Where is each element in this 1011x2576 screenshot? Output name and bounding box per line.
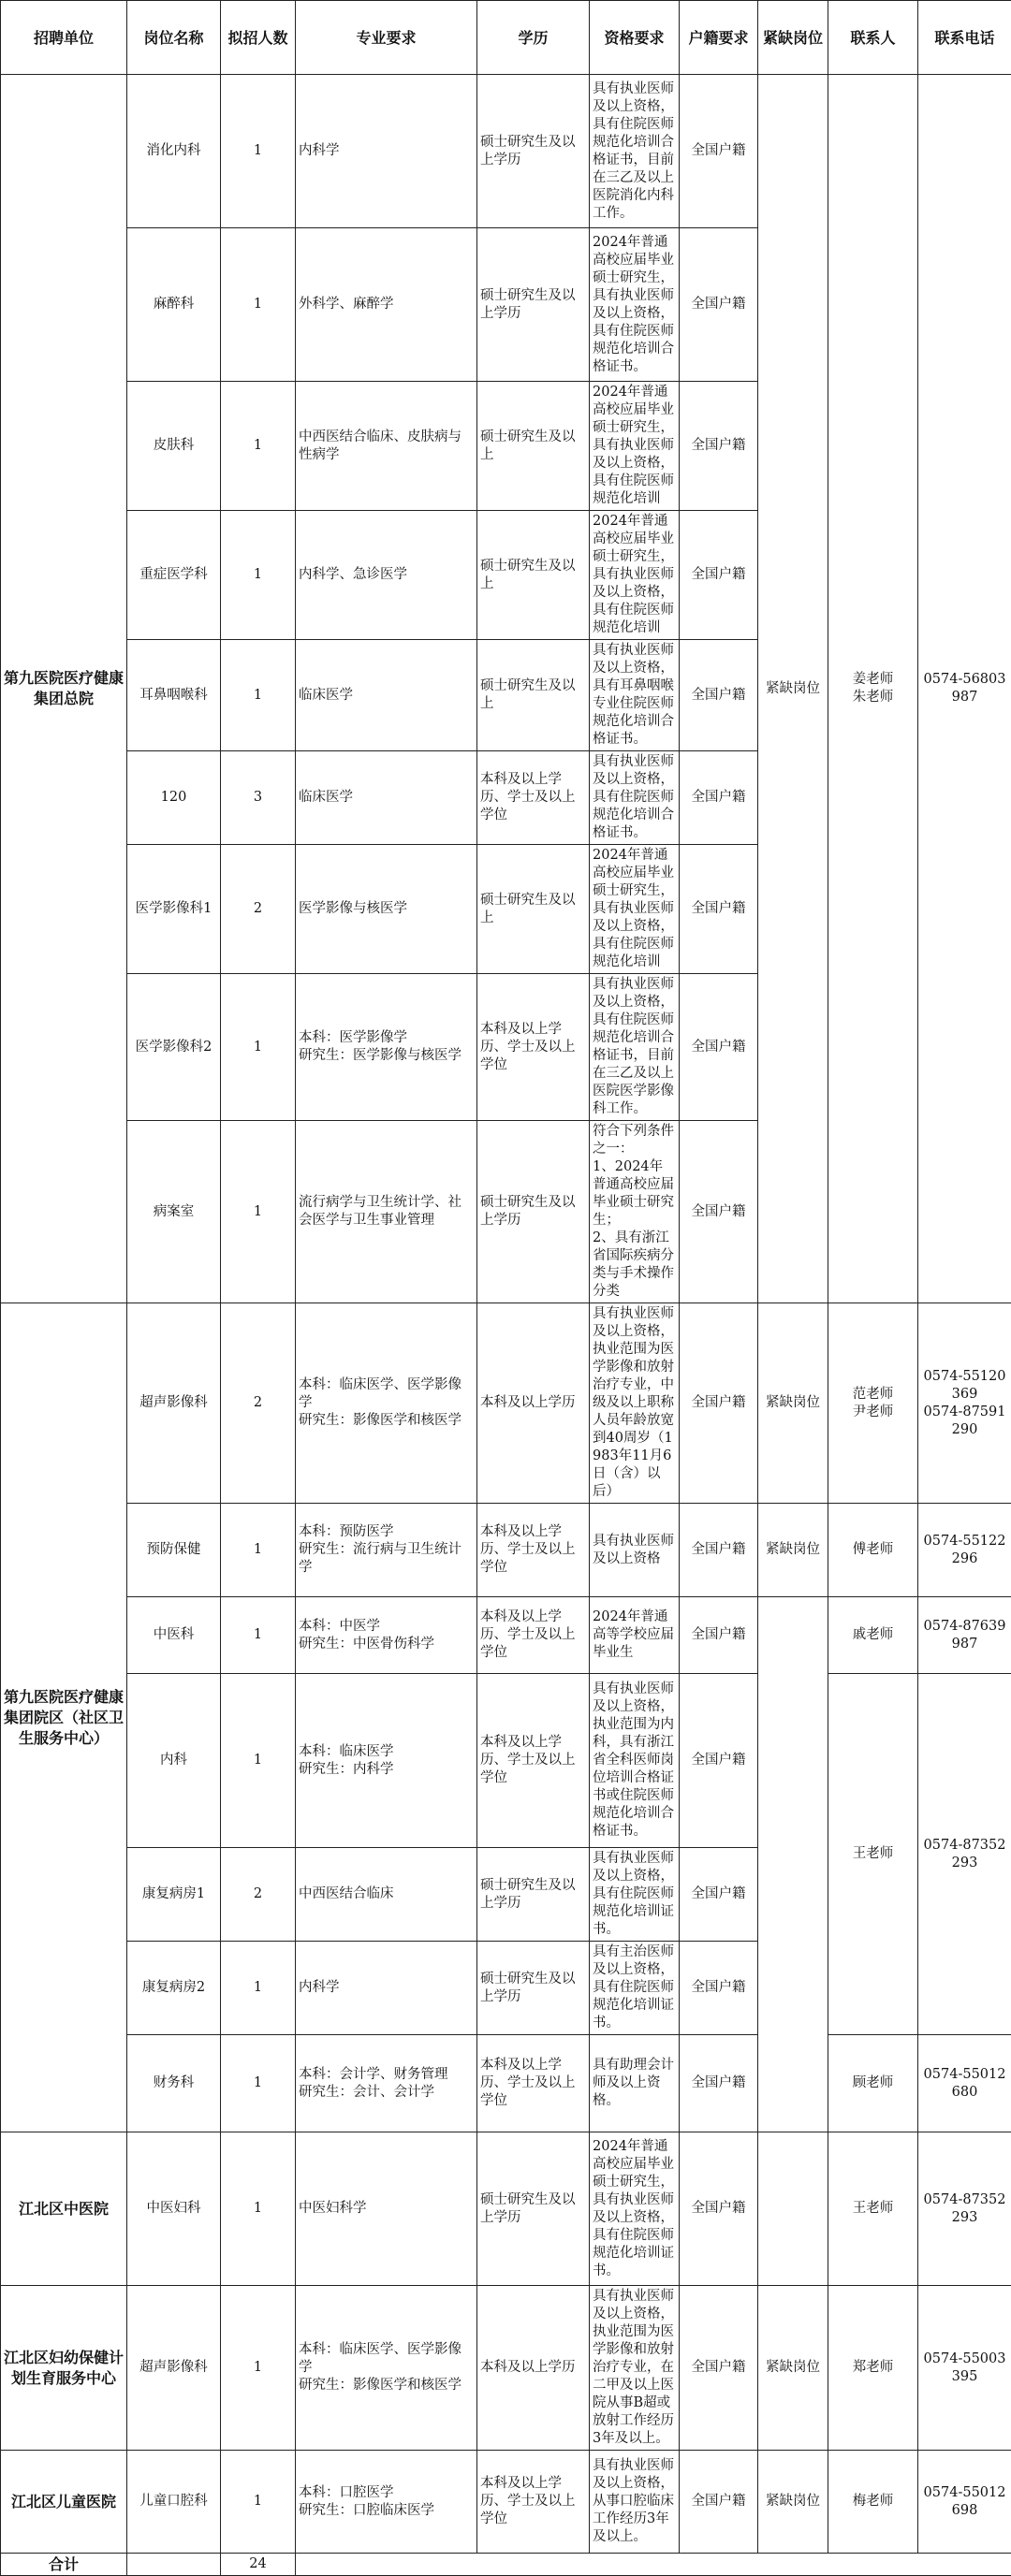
contact-person: 傅老师 <box>828 1504 918 1597</box>
hukou-requirement: 全国户籍 <box>680 2451 758 2554</box>
hire-count: 1 <box>221 640 296 751</box>
shortage-badge: 紧缺岗位 <box>758 1504 828 1597</box>
major-requirement: 本科：中医学 研究生：中医骨伤科学 <box>296 1597 477 1674</box>
qualification-requirement: 具有执业医师及以上资格，执业范围为医学影像和放射治疗专业，在二甲及以上医院从事B超或放射工作经历3年及以上。 <box>590 2286 680 2451</box>
qualification-requirement: 具有执业医师及以上资格，具有住院医师规范化培训合格证书，目前在三乙及以上医院消化内科工作。 <box>590 75 680 228</box>
hire-count: 2 <box>221 1303 296 1504</box>
hukou-requirement: 全国户籍 <box>680 2035 758 2132</box>
total-label: 合计 <box>1 2554 127 2576</box>
hire-count: 1 <box>221 2035 296 2132</box>
major-requirement: 本科：临床医学、医学影像学 研究生：影像医学和核医学 <box>296 2286 477 2451</box>
hire-count: 1 <box>221 75 296 228</box>
total-row <box>1 2554 1011 2576</box>
hukou-requirement: 全国户籍 <box>680 1121 758 1303</box>
table-row <box>1 75 1011 228</box>
hukou-requirement: 全国户籍 <box>680 1848 758 1942</box>
table-row <box>1 1303 1011 1504</box>
hukou-requirement: 全国户籍 <box>680 2132 758 2286</box>
education-requirement: 硕士研究生及以上 <box>477 640 590 751</box>
major-requirement: 中医妇科学 <box>296 2132 477 2286</box>
qualification-requirement: 2024年普通高校应届毕业硕士研究生，具有执业医师及以上资格，具有住院医师规范化培训 <box>590 382 680 511</box>
unit-name: 第九医院医疗健康集团总院 <box>1 75 127 1303</box>
qualification-requirement: 具有执业医师及以上资格，执业范围为医学影像和放射治疗专业，中级及以上职称人员年龄放宽到40周岁（1983年11月6日（含）以后） <box>590 1303 680 1504</box>
position-name: 病案室 <box>127 1121 221 1303</box>
major-requirement: 临床医学 <box>296 640 477 751</box>
contact-phone: 0574-87352293 <box>918 1674 1011 2035</box>
hire-count: 2 <box>221 845 296 974</box>
qualification-requirement: 符合下列条件之一： 1、2024年普通高校应届毕业硕士研究生； 2、具有浙江省国际疾病分类与手术操作分类 <box>590 1121 680 1303</box>
shortage-empty <box>758 2132 828 2286</box>
education-requirement: 本科及以上学历 <box>477 2286 590 2451</box>
unit-name: 江北区中医院 <box>1 2132 127 2286</box>
hire-count: 2 <box>221 1848 296 1942</box>
position-name: 超声影像科 <box>127 1303 221 1504</box>
shortage-badge: 紧缺岗位 <box>758 2451 828 2554</box>
header-phone: 联系电话 <box>918 1 1011 75</box>
education-requirement: 本科及以上学历、学士及以上学位 <box>477 1674 590 1848</box>
hukou-requirement: 全国户籍 <box>680 1504 758 1597</box>
header-qualification: 资格要求 <box>590 1 680 75</box>
position-name: 医学影像科1 <box>127 845 221 974</box>
contact-phone: 0574-55120369 0574-87591290 <box>918 1303 1011 1504</box>
position-name: 中医妇科 <box>127 2132 221 2286</box>
hire-count: 1 <box>221 1942 296 2035</box>
contact-phone: 0574-87639987 <box>918 1597 1011 1674</box>
position-name: 预防保健 <box>127 1504 221 1597</box>
hukou-requirement: 全国户籍 <box>680 1303 758 1504</box>
qualification-requirement: 具有执业医师及以上资格，具有住院医师规范化培训合格证书。 <box>590 751 680 845</box>
education-requirement: 硕士研究生及以上学历 <box>477 1942 590 2035</box>
education-requirement: 本科及以上学历、学士及以上学位 <box>477 974 590 1121</box>
contact-phone: 0574-55012680 <box>918 2035 1011 2132</box>
hire-count: 3 <box>221 751 296 845</box>
major-requirement: 医学影像与核医学 <box>296 845 477 974</box>
position-name: 120 <box>127 751 221 845</box>
major-requirement: 临床医学 <box>296 751 477 845</box>
position-name: 内科 <box>127 1674 221 1848</box>
education-requirement: 本科及以上学历、学士及以上学位 <box>477 751 590 845</box>
qualification-requirement: 具有执业医师及以上资格，执业范围为内科，具有浙江省全科医师岗位培训合格证书或住院医师规范化培训合格证书。 <box>590 1674 680 1848</box>
contact-phone: 0574-55003395 <box>918 2286 1011 2451</box>
hire-count: 1 <box>221 382 296 511</box>
qualification-requirement: 具有助理会计师及以上资格。 <box>590 2035 680 2132</box>
total-empty-cell <box>127 2554 221 2576</box>
major-requirement: 本科：预防医学 研究生：流行病与卫生统计学 <box>296 1504 477 1597</box>
position-name: 耳鼻咽喉科 <box>127 640 221 751</box>
major-requirement: 外科学、麻醉学 <box>296 228 477 382</box>
header-count: 拟招人数 <box>221 1 296 75</box>
education-requirement: 本科及以上学历 <box>477 1303 590 1504</box>
unit-name: 江北区妇幼保健计划生育服务中心 <box>1 2286 127 2451</box>
education-requirement: 本科及以上学历、学士及以上学位 <box>477 2451 590 2554</box>
table-row <box>1 1597 1011 1674</box>
table-row <box>1 2286 1011 2451</box>
education-requirement: 硕士研究生及以上学历 <box>477 228 590 382</box>
hukou-requirement: 全国户籍 <box>680 1674 758 1848</box>
contact-person: 顾老师 <box>828 2035 918 2132</box>
hire-count: 1 <box>221 974 296 1121</box>
major-requirement: 本科：临床医学 研究生：内科学 <box>296 1674 477 1848</box>
education-requirement: 硕士研究生及以上 <box>477 845 590 974</box>
contact-person: 戚老师 <box>828 1597 918 1674</box>
header-hukou: 户籍要求 <box>680 1 758 75</box>
table-body <box>1 75 1011 2554</box>
shortage-badge: 紧缺岗位 <box>758 2286 828 2451</box>
table-row <box>1 1674 1011 1848</box>
qualification-requirement: 2024年普通高校应届毕业硕士研究生，具有执业医师及以上资格，具有住院医师规范化培训证书。 <box>590 2132 680 2286</box>
qualification-requirement: 2024年普通高校应届毕业硕士研究生，具有执业医师及以上资格，具有住院医师规范化培训 <box>590 511 680 640</box>
table-row <box>1 2451 1011 2554</box>
hire-count: 1 <box>221 1597 296 1674</box>
hire-count: 1 <box>221 2286 296 2451</box>
position-name: 皮肤科 <box>127 382 221 511</box>
education-requirement: 硕士研究生及以上学历 <box>477 2132 590 2286</box>
hukou-requirement: 全国户籍 <box>680 2286 758 2451</box>
education-requirement: 本科及以上学历、学士及以上学位 <box>477 1597 590 1674</box>
contact-person: 王老师 <box>828 2132 918 2286</box>
hukou-requirement: 全国户籍 <box>680 511 758 640</box>
hukou-requirement: 全国户籍 <box>680 974 758 1121</box>
total-value: 24 <box>221 2554 296 2576</box>
shortage-badge: 紧缺岗位 <box>758 1303 828 1504</box>
position-name: 康复病房1 <box>127 1848 221 1942</box>
position-name: 财务科 <box>127 2035 221 2132</box>
contact-person: 王老师 <box>828 1674 918 2035</box>
shortage-empty <box>758 1597 828 2132</box>
header-unit: 招聘单位 <box>1 1 127 75</box>
hire-count: 1 <box>221 2132 296 2286</box>
position-name: 康复病房2 <box>127 1942 221 2035</box>
major-requirement: 本科：会计学、财务管理 研究生：会计、会计学 <box>296 2035 477 2132</box>
qualification-requirement: 具有主治医师及以上资格，具有住院医师规范化培训证书。 <box>590 1942 680 2035</box>
table-row <box>1 2035 1011 2132</box>
qualification-requirement: 2024年普通高校应届毕业硕士研究生，具有执业医师及以上资格，具有住院医师规范化培训 <box>590 845 680 974</box>
position-name: 重症医学科 <box>127 511 221 640</box>
education-requirement: 硕士研究生及以上学历 <box>477 75 590 228</box>
hukou-requirement: 全国户籍 <box>680 382 758 511</box>
position-name: 医学影像科2 <box>127 974 221 1121</box>
hire-count: 1 <box>221 2451 296 2554</box>
education-requirement: 硕士研究生及以上学历 <box>477 1121 590 1303</box>
hukou-requirement: 全国户籍 <box>680 1942 758 2035</box>
header-row <box>1 1 1011 75</box>
major-requirement: 内科学 <box>296 1942 477 2035</box>
hire-count: 1 <box>221 1504 296 1597</box>
major-requirement: 流行病学与卫生统计学、社会医学与卫生事业管理 <box>296 1121 477 1303</box>
hukou-requirement: 全国户籍 <box>680 845 758 974</box>
major-requirement: 本科：医学影像学 研究生：医学影像与核医学 <box>296 974 477 1121</box>
qualification-requirement: 具有执业医师及以上资格，具有住院医师规范化培训证书。 <box>590 1848 680 1942</box>
major-requirement: 内科学 <box>296 75 477 228</box>
qualification-requirement: 2024年普通高校应届毕业硕士研究生，具有执业医师及以上资格，具有住院医师规范化培训合格证书。 <box>590 228 680 382</box>
contact-person: 范老师 尹老师 <box>828 1303 918 1504</box>
position-name: 麻醉科 <box>127 228 221 382</box>
table-row <box>1 1504 1011 1597</box>
header-education: 学历 <box>477 1 590 75</box>
major-requirement: 内科学、急诊医学 <box>296 511 477 640</box>
major-requirement: 本科：口腔医学 研究生：口腔临床医学 <box>296 2451 477 2554</box>
header-contact: 联系人 <box>828 1 918 75</box>
education-requirement: 硕士研究生及以上学历 <box>477 1848 590 1942</box>
total-blank-span <box>296 2554 1011 2576</box>
education-requirement: 硕士研究生及以上 <box>477 511 590 640</box>
education-requirement: 本科及以上学历、学士及以上学位 <box>477 2035 590 2132</box>
position-name: 儿童口腔科 <box>127 2451 221 2554</box>
header-shortage: 紧缺岗位 <box>758 1 828 75</box>
hukou-requirement: 全国户籍 <box>680 228 758 382</box>
position-name: 消化内科 <box>127 75 221 228</box>
shortage-badge: 紧缺岗位 <box>758 75 828 1303</box>
hire-count: 1 <box>221 1121 296 1303</box>
qualification-requirement: 具有执业医师及以上资格，从事口腔临床工作经历3年及以上。 <box>590 2451 680 2554</box>
qualification-requirement: 具有执业医师及以上资格 <box>590 1504 680 1597</box>
major-requirement: 中西医结合临床、皮肤病与性病学 <box>296 382 477 511</box>
contact-person: 梅老师 <box>828 2451 918 2554</box>
contact-phone: 0574-87352293 <box>918 2132 1011 2286</box>
hire-count: 1 <box>221 1674 296 1848</box>
contact-phone: 0574-56803987 <box>918 75 1011 1303</box>
qualification-requirement: 具有执业医师及以上资格，具有住院医师规范化培训合格证书，目前在三乙及以上医院医学影像科工作。 <box>590 974 680 1121</box>
hukou-requirement: 全国户籍 <box>680 640 758 751</box>
qualification-requirement: 2024年普通高等学校应届毕业生 <box>590 1597 680 1674</box>
education-requirement: 硕士研究生及以上 <box>477 382 590 511</box>
header-major: 专业要求 <box>296 1 477 75</box>
contact-phone: 0574-55122296 <box>918 1504 1011 1597</box>
header-position: 岗位名称 <box>127 1 221 75</box>
position-name: 中医科 <box>127 1597 221 1674</box>
hukou-requirement: 全国户籍 <box>680 751 758 845</box>
hire-count: 1 <box>221 511 296 640</box>
hire-count: 1 <box>221 228 296 382</box>
contact-person: 郑老师 <box>828 2286 918 2451</box>
unit-name: 江北区儿童医院 <box>1 2451 127 2554</box>
unit-name: 第九医院医疗健康集团院区（社区卫生服务中心） <box>1 1303 127 2132</box>
qualification-requirement: 具有执业医师及以上资格，具有耳鼻咽喉专业住院医师规范化培训合格证书。 <box>590 640 680 751</box>
contact-person: 姜老师 朱老师 <box>828 75 918 1303</box>
major-requirement: 中西医结合临床 <box>296 1848 477 1942</box>
hukou-requirement: 全国户籍 <box>680 75 758 228</box>
position-name: 超声影像科 <box>127 2286 221 2451</box>
major-requirement: 本科：临床医学、医学影像学 研究生：影像医学和核医学 <box>296 1303 477 1504</box>
education-requirement: 本科及以上学历、学士及以上学位 <box>477 1504 590 1597</box>
hukou-requirement: 全国户籍 <box>680 1597 758 1674</box>
contact-phone: 0574-55012698 <box>918 2451 1011 2554</box>
table-row <box>1 2132 1011 2286</box>
